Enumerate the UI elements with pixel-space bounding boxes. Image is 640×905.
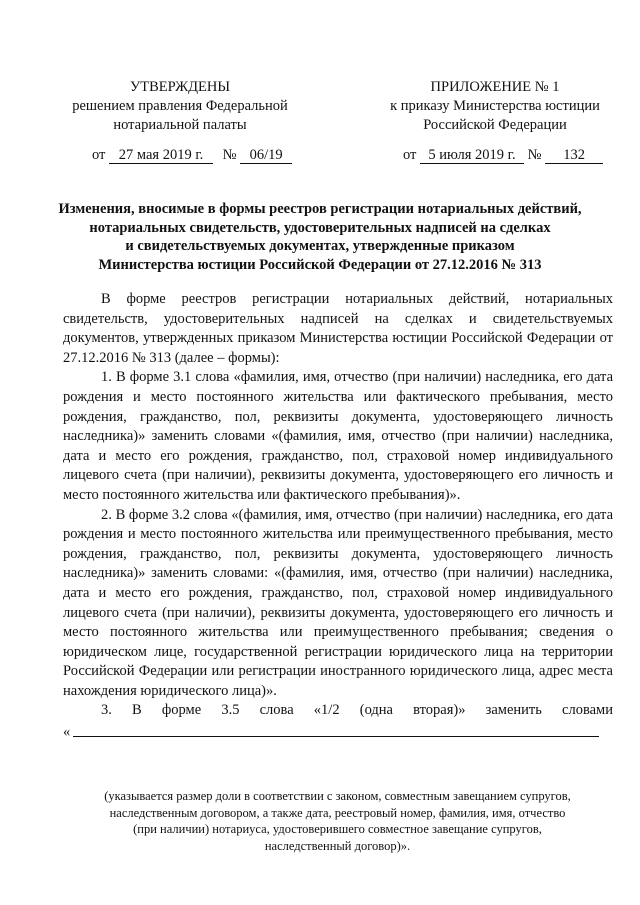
title-line-3: и свидетельствуемых документах, утвержденные приказом [125,238,515,254]
order-number-prefix: № [527,147,542,163]
note-line-3: (при наличии) нотариуса, удостоверившего совместное завещание супругов, [133,822,542,836]
approval-title: УТВЕРЖДЕНЫ [129,79,231,95]
approval-date: 27 мая 2019 г. [109,148,213,164]
approval-line-1: решением правления Федеральной [72,98,288,114]
title-line-2: нотариальных свидетельств, удостоверительных надписей на сделках [89,219,551,236]
title-line-1: Изменения, вносимые в формы реестров регистрации нотариальных действий, [58,201,582,217]
appendix-title: ПРИЛОЖЕНИЕ № 1 [430,79,560,95]
note-line-1: (указывается размер доли в соответствии с законом, совместным завещанием супругов, [104,789,571,803]
approval-line-2: нотариальной палаты [113,117,247,133]
note-line-4: наследственный договор)». [264,838,411,853]
order-date: 5 июля 2019 г. [420,148,524,164]
appendix-line-2: Российской Федерации [423,117,567,133]
item-3-paragraph: 3. В форме 3.5 слова «1/2 (одна вторая)» заменить словами [101,702,613,719]
appendix-line-1: к приказу Министерства юстиции [390,98,600,114]
document-body [63,290,613,743]
order-number: 132 [545,148,603,164]
document-title [40,200,600,274]
approval-number: 06/19 [240,148,292,164]
order-date-line [403,147,603,164]
item-2-paragraph: 2. В форме 3.2 слова «(фамилия, имя, отчество (при наличии) наследника, его дата рождения и место постоянного жительства или преимущественного пребывания, место рождения, гражданство, пол, реквизиты документа, удостоверяющего личность наследника)» заменить словами: «(фамилия, имя, отчество (при наличии) наследника, дата и место его рождения, гражданство, пол, страховой номер индивидуального лицевого счета (при наличии), реквизиты документа, удостоверяющего его личность и место постоянного жительства или преимущественного пребывания; сведения о юридическом лице, государственной регистрации юридического лица на территории Российской Федерации или регистрации иностранного юридического лица, адрес места нахождения юридического лица)». [63,506,613,699]
order-date-prefix: от [403,147,417,163]
intro-paragraph: В форме реестров регистрации нотариальных действий, нотариальных свидетельств, удостоверительных надписей на сделках и свидетельствуемых документов, утвержденных приказом Министерства юстиции Российской Федерации от 27.12.2016 № 313 (далее – формы): [63,291,613,366]
item-1-paragraph: 1. В форме 3.1 слова «фамилия, имя, отчество (при наличии) наследника, его дата рождения и место постоянного жительства или фактического пребывания, место рождения, гражданство, пол, реквизиты документа, удостоверяющего личность наследника)» заменить словами «(фамилия, имя, отчество (при наличии) наследника, дата и место его рождения, гражданство, пол, страховой номер индивидуального лицевого счета (при наличии), реквизиты документа, удостоверяющего его личность и место постоянного жительства или фактического пребывания)». [63,369,613,503]
title-line-4: Министерства юстиции Российской Федерации от 27.12.2016 № 313 [98,256,542,273]
appendix-block [375,78,615,135]
approval-number-prefix: № [222,147,237,163]
footnote-instruction [70,788,605,854]
fill-in-line [63,721,613,743]
approval-block [55,78,305,135]
approval-date-line [92,147,292,164]
note-line-2: наследственным договором, а также дата, реестровый номер, фамилия, имя, отчество [109,805,566,820]
opening-quote: « [63,724,71,741]
blank-rule [73,736,599,737]
approval-date-prefix: от [92,147,106,163]
